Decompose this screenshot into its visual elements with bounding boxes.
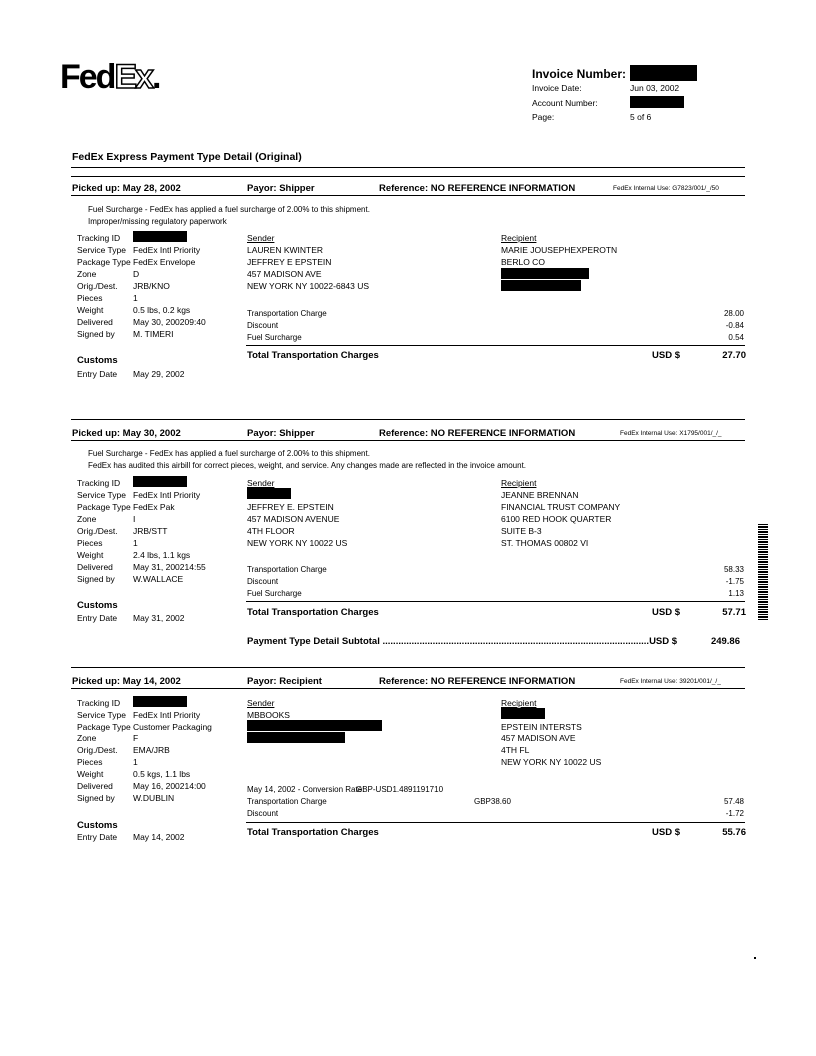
shipment-2-transport-value: 58.33 bbox=[723, 565, 744, 574]
shipment-2-weight-value: 2.4 lbs, 1.1 kgs bbox=[133, 550, 191, 560]
shipment-1-top-rule bbox=[71, 176, 745, 177]
shipment-3-recipient-line-2: 457 MADISON AVE bbox=[501, 733, 576, 743]
shipment-2-tracking-redaction bbox=[133, 476, 187, 487]
invoice-number-label: Invoice Number: bbox=[532, 67, 627, 81]
shipment-1-pieces-value: 1 bbox=[133, 293, 138, 303]
shipment-2-sender-label: Sender bbox=[247, 478, 275, 488]
shipment-2-delivered-value: May 31, 200214:55 bbox=[133, 562, 206, 572]
shipment-2-sender-line-3: 4TH FLOOR bbox=[247, 526, 295, 536]
shipment-3-picked-up: Picked up: May 14, 2002 bbox=[72, 676, 181, 687]
shipment-1-sender-label: Sender bbox=[247, 233, 275, 243]
shipment-3-entry-value: May 14, 2002 bbox=[133, 832, 185, 842]
shipment-3-sender-line-1: MBBOOKS bbox=[247, 710, 290, 720]
shipment-1-note-2: Improper/missing regulatory paperwork bbox=[88, 217, 227, 226]
shipment-2-fuel-label: Fuel Surcharge bbox=[247, 589, 302, 598]
shipment-1-transport-label: Transportation Charge bbox=[247, 309, 327, 318]
shipment-1-delivered-label: Delivered bbox=[77, 317, 113, 327]
shipment-3-customs-label: Customs bbox=[77, 820, 118, 831]
shipment-3-tracking-label: Tracking ID bbox=[77, 698, 121, 708]
shipment-1-service-label: Service Type bbox=[77, 245, 126, 255]
invoice-date-value: Jun 03, 2002 bbox=[630, 83, 680, 93]
shipment-2-fuel-value: 1.13 bbox=[728, 589, 744, 598]
shipment-1-picked-up: Picked up: May 28, 2002 bbox=[72, 183, 181, 194]
account-number-redaction bbox=[630, 96, 684, 108]
subtotal-label: Payment Type Detail Subtotal .....................................................................................................USD $ bbox=[247, 636, 678, 647]
shipment-2-note-2: FedEx has audited this airbill for correct pieces, weight, and service. Any changes made are reflected in the invoice amount. bbox=[88, 461, 527, 470]
shipment-1-total-value: 27.70 bbox=[722, 350, 746, 361]
shipment-3-entry-label: Entry Date bbox=[77, 832, 118, 842]
shipment-3-conversion-rate: GBP-USD1.4891191710 bbox=[356, 785, 444, 794]
shipment-3-delivered-value: May 16, 200214:00 bbox=[133, 781, 206, 791]
shipment-2-total-label: Total Transportation Charges bbox=[247, 607, 379, 618]
shipment-2-usd-label: USD $ bbox=[652, 607, 680, 618]
shipment-2-entry-value: May 31, 2002 bbox=[133, 613, 185, 623]
shipment-3-recipient-line-1: EPSTEIN INTERSTS bbox=[501, 722, 582, 732]
shipment-3-recipient-redaction bbox=[501, 708, 545, 719]
shipment-2-package-value: FedEx Pak bbox=[133, 502, 175, 512]
shipment-2-sender-redaction bbox=[247, 488, 291, 499]
shipment-1-weight-label: Weight bbox=[77, 305, 104, 315]
shipment-2-sender-line-1: JEFFREY E. EPSTEIN bbox=[247, 502, 334, 512]
shipment-1-pieces-label: Pieces bbox=[77, 293, 103, 303]
shipment-2-signed-value: W.WALLACE bbox=[133, 574, 184, 584]
shipment-3-recipient-label: Recipient bbox=[501, 698, 537, 708]
shipment-2-zone-value: I bbox=[133, 514, 136, 524]
shipment-3-reference: Reference: NO REFERENCE INFORMATION bbox=[379, 676, 576, 687]
shipment-2-pieces-label: Pieces bbox=[77, 538, 103, 548]
shipment-1-signed-value: M. TIMERI bbox=[133, 329, 174, 339]
shipment-3-zone-label: Zone bbox=[77, 733, 97, 743]
shipment-3-payor: Payor: Recipient bbox=[247, 676, 322, 687]
shipment-3-origdest-label: Orig./Dest. bbox=[77, 745, 118, 755]
shipment-2-sender-line-4: NEW YORK NY 10022 US bbox=[247, 538, 348, 548]
shipment-3-package-label: Package Type bbox=[77, 722, 131, 732]
shipment-1-tracking-label: Tracking ID bbox=[77, 233, 121, 243]
shipment-1-recipient-label: Recipient bbox=[501, 233, 537, 243]
shipment-1-package-value: FedEx Envelope bbox=[133, 257, 196, 267]
shipment-1-recipient-line-2: BERLO CO bbox=[501, 257, 545, 267]
shipment-1-discount-value: -0.84 bbox=[725, 321, 744, 330]
shipment-3-usd-label: USD $ bbox=[652, 827, 680, 838]
shipment-1-recipient-redaction-1 bbox=[501, 268, 589, 279]
shipment-3-package-value: Customer Packaging bbox=[133, 722, 212, 732]
shipment-1-origdest-value: JRB/KNO bbox=[133, 281, 170, 291]
shipment-1-sender-line-2: JEFFREY E EPSTEIN bbox=[247, 257, 332, 267]
shipment-3-weight-label: Weight bbox=[77, 769, 104, 779]
shipment-2-service-label: Service Type bbox=[77, 490, 126, 500]
shipment-2-pieces-value: 1 bbox=[133, 538, 138, 548]
account-number-label: Account Number: bbox=[532, 98, 598, 108]
shipment-2-package-label: Package Type bbox=[77, 502, 131, 512]
shipment-2-payor: Payor: Shipper bbox=[247, 428, 315, 439]
shipment-2-note-1: Fuel Surcharge - FedEx has applied a fuel surcharge of 2.00% to this shipment. bbox=[88, 449, 370, 458]
shipment-1-fuel-label: Fuel Surcharge bbox=[247, 333, 302, 342]
shipment-2-entry-label: Entry Date bbox=[77, 613, 118, 623]
shipment-3-recipient-line-4: NEW YORK NY 10022 US bbox=[501, 757, 602, 767]
shipment-2-picked-up: Picked up: May 30, 2002 bbox=[72, 428, 181, 439]
shipment-2-origdest-label: Orig./Dest. bbox=[77, 526, 118, 536]
shipment-2-recipient-line-4: SUITE B-3 bbox=[501, 526, 542, 536]
page-value: 5 of 6 bbox=[630, 112, 652, 122]
shipment-3-origdest-value: EMA/JRB bbox=[133, 745, 170, 755]
logo-fed: Fed bbox=[60, 58, 115, 96]
shipment-2-discount-label: Discount bbox=[247, 577, 279, 586]
fedex-logo: FedEx. bbox=[60, 58, 160, 96]
shipment-3-discount-value: -1.72 bbox=[725, 809, 744, 818]
shipment-1-transport-value: 28.00 bbox=[723, 309, 744, 318]
shipment-2-customs-label: Customs bbox=[77, 600, 118, 611]
shipment-3-sender-label: Sender bbox=[247, 698, 275, 708]
shipment-1-note-1: Fuel Surcharge - FedEx has applied a fuel surcharge of 2.00% to this shipment. bbox=[88, 205, 370, 214]
shipment-3-transport-foreign: GBP38.60 bbox=[474, 797, 511, 806]
shipment-1-total-rule bbox=[246, 345, 745, 346]
shipment-2-discount-value: -1.75 bbox=[725, 577, 744, 586]
side-barcode bbox=[758, 524, 768, 620]
shipment-1-sender-line-1: LAUREN KWINTER bbox=[247, 245, 324, 255]
page-label: Page: bbox=[532, 112, 555, 122]
shipment-3-pieces-value: 1 bbox=[133, 757, 138, 767]
shipment-1-sender-line-3: 457 MADISON AVE bbox=[247, 269, 322, 279]
shipment-2-header-rule bbox=[71, 440, 745, 441]
shipment-2-top-rule bbox=[71, 419, 745, 420]
shipment-1-discount-label: Discount bbox=[247, 321, 279, 330]
shipment-3-recipient-line-3: 4TH FL bbox=[501, 745, 530, 755]
shipment-1-weight-value: 0.5 lbs, 0.2 kgs bbox=[133, 305, 191, 315]
shipment-1-customs-label: Customs bbox=[77, 355, 118, 366]
shipment-3-pieces-label: Pieces bbox=[77, 757, 103, 767]
shipment-1-header-rule bbox=[71, 195, 745, 196]
shipment-1-service-value: FedEx Intl Priority bbox=[133, 245, 201, 255]
shipment-2-transport-label: Transportation Charge bbox=[247, 565, 327, 574]
shipment-3-transport-value: 57.48 bbox=[723, 797, 744, 806]
shipment-1-package-label: Package Type bbox=[77, 257, 131, 267]
shipment-1-reference: Reference: NO REFERENCE INFORMATION bbox=[379, 183, 576, 194]
shipment-1-entry-label: Entry Date bbox=[77, 369, 118, 379]
shipment-3-delivered-label: Delivered bbox=[77, 781, 113, 791]
shipment-2-recipient-line-5: ST. THOMAS 00802 VI bbox=[501, 538, 589, 548]
title-rule bbox=[71, 167, 745, 168]
shipment-1-zone-label: Zone bbox=[77, 269, 97, 279]
shipment-1-internal-use: FedEx Internal Use: G7823/001/_/50 bbox=[613, 185, 719, 192]
shipment-1-tracking-redaction bbox=[133, 231, 187, 242]
shipment-3-total-rule bbox=[246, 822, 745, 823]
shipment-2-recipient-label: Recipient bbox=[501, 478, 537, 488]
logo-ex: Ex bbox=[114, 58, 153, 96]
shipment-2-delivered-label: Delivered bbox=[77, 562, 113, 572]
document-title: FedEx Express Payment Type Detail (Original) bbox=[72, 151, 302, 163]
shipment-3-internal-use: FedEx Internal Use: 39201/001/_/_ bbox=[620, 678, 721, 685]
invoice-number-redaction bbox=[630, 65, 697, 81]
shipment-3-service-value: FedEx Intl Priority bbox=[133, 710, 201, 720]
subtotal-value: 249.86 bbox=[710, 636, 740, 647]
shipment-1-total-label: Total Transportation Charges bbox=[247, 350, 379, 361]
shipment-1-origdest-label: Orig./Dest. bbox=[77, 281, 118, 291]
shipment-2-total-value: 57.71 bbox=[722, 607, 746, 618]
shipment-2-reference: Reference: NO REFERENCE INFORMATION bbox=[379, 428, 576, 439]
shipment-2-recipient-line-2: FINANCIAL TRUST COMPANY bbox=[501, 502, 621, 512]
shipment-2-origdest-value: JRB/STT bbox=[133, 526, 168, 536]
shipment-3-transport-label: Transportation Charge bbox=[247, 797, 327, 806]
shipment-3-zone-value: F bbox=[133, 733, 139, 743]
shipment-3-total-label: Total Transportation Charges bbox=[247, 827, 379, 838]
shipment-3-weight-value: 0.5 kgs, 1.1 lbs bbox=[133, 769, 191, 779]
shipment-2-total-rule bbox=[246, 601, 745, 602]
shipment-1-usd-label: USD $ bbox=[652, 350, 680, 361]
shipment-3-total-value: 55.76 bbox=[722, 827, 746, 838]
shipment-3-discount-label: Discount bbox=[247, 809, 279, 818]
shipment-1-payor: Payor: Shipper bbox=[247, 183, 315, 194]
shipment-1-recipient-line-1: MARIE JOUSEPHEXPEROTN bbox=[501, 245, 618, 255]
shipment-2-signed-label: Signed by bbox=[77, 574, 115, 584]
shipment-2-sender-line-2: 457 MADISON AVENUE bbox=[247, 514, 340, 524]
shipment-3-conversion-label: May 14, 2002 - Conversion Rate: bbox=[247, 785, 365, 794]
shipment-2-recipient-line-1: JEANNE BRENNAN bbox=[501, 490, 579, 500]
shipment-1-zone-value: D bbox=[133, 269, 140, 279]
invoice-date-label: Invoice Date: bbox=[532, 83, 582, 93]
shipment-2-recipient-line-3: 6100 RED HOOK QUARTER bbox=[501, 514, 612, 524]
shipment-3-service-label: Service Type bbox=[77, 710, 126, 720]
shipment-3-header-rule bbox=[71, 688, 745, 689]
shipment-1-signed-label: Signed by bbox=[77, 329, 115, 339]
shipment-3-signed-label: Signed by bbox=[77, 793, 115, 803]
shipment-2-internal-use: FedEx Internal Use: X1795/001/_/_ bbox=[620, 430, 722, 437]
shipment-2-weight-label: Weight bbox=[77, 550, 104, 560]
page-mark-dot bbox=[754, 957, 756, 959]
shipment-3-tracking-redaction bbox=[133, 696, 187, 707]
shipment-1-sender-line-4: NEW YORK NY 10022-6843 US bbox=[247, 281, 370, 291]
shipment-1-delivered-value: May 30, 200209:40 bbox=[133, 317, 206, 327]
shipment-1-fuel-value: 0.54 bbox=[728, 333, 744, 342]
shipment-3-top-rule bbox=[71, 667, 745, 668]
shipment-3-signed-value: W.DUBLIN bbox=[133, 793, 175, 803]
shipment-1-entry-value: May 29, 2002 bbox=[133, 369, 185, 379]
shipment-2-tracking-label: Tracking ID bbox=[77, 478, 121, 488]
shipment-2-zone-label: Zone bbox=[77, 514, 97, 524]
shipment-3-sender-redaction-2 bbox=[247, 732, 345, 743]
shipment-1-recipient-redaction-2 bbox=[501, 280, 581, 291]
shipment-3-sender-redaction-1 bbox=[247, 720, 382, 731]
shipment-2-service-value: FedEx Intl Priority bbox=[133, 490, 201, 500]
